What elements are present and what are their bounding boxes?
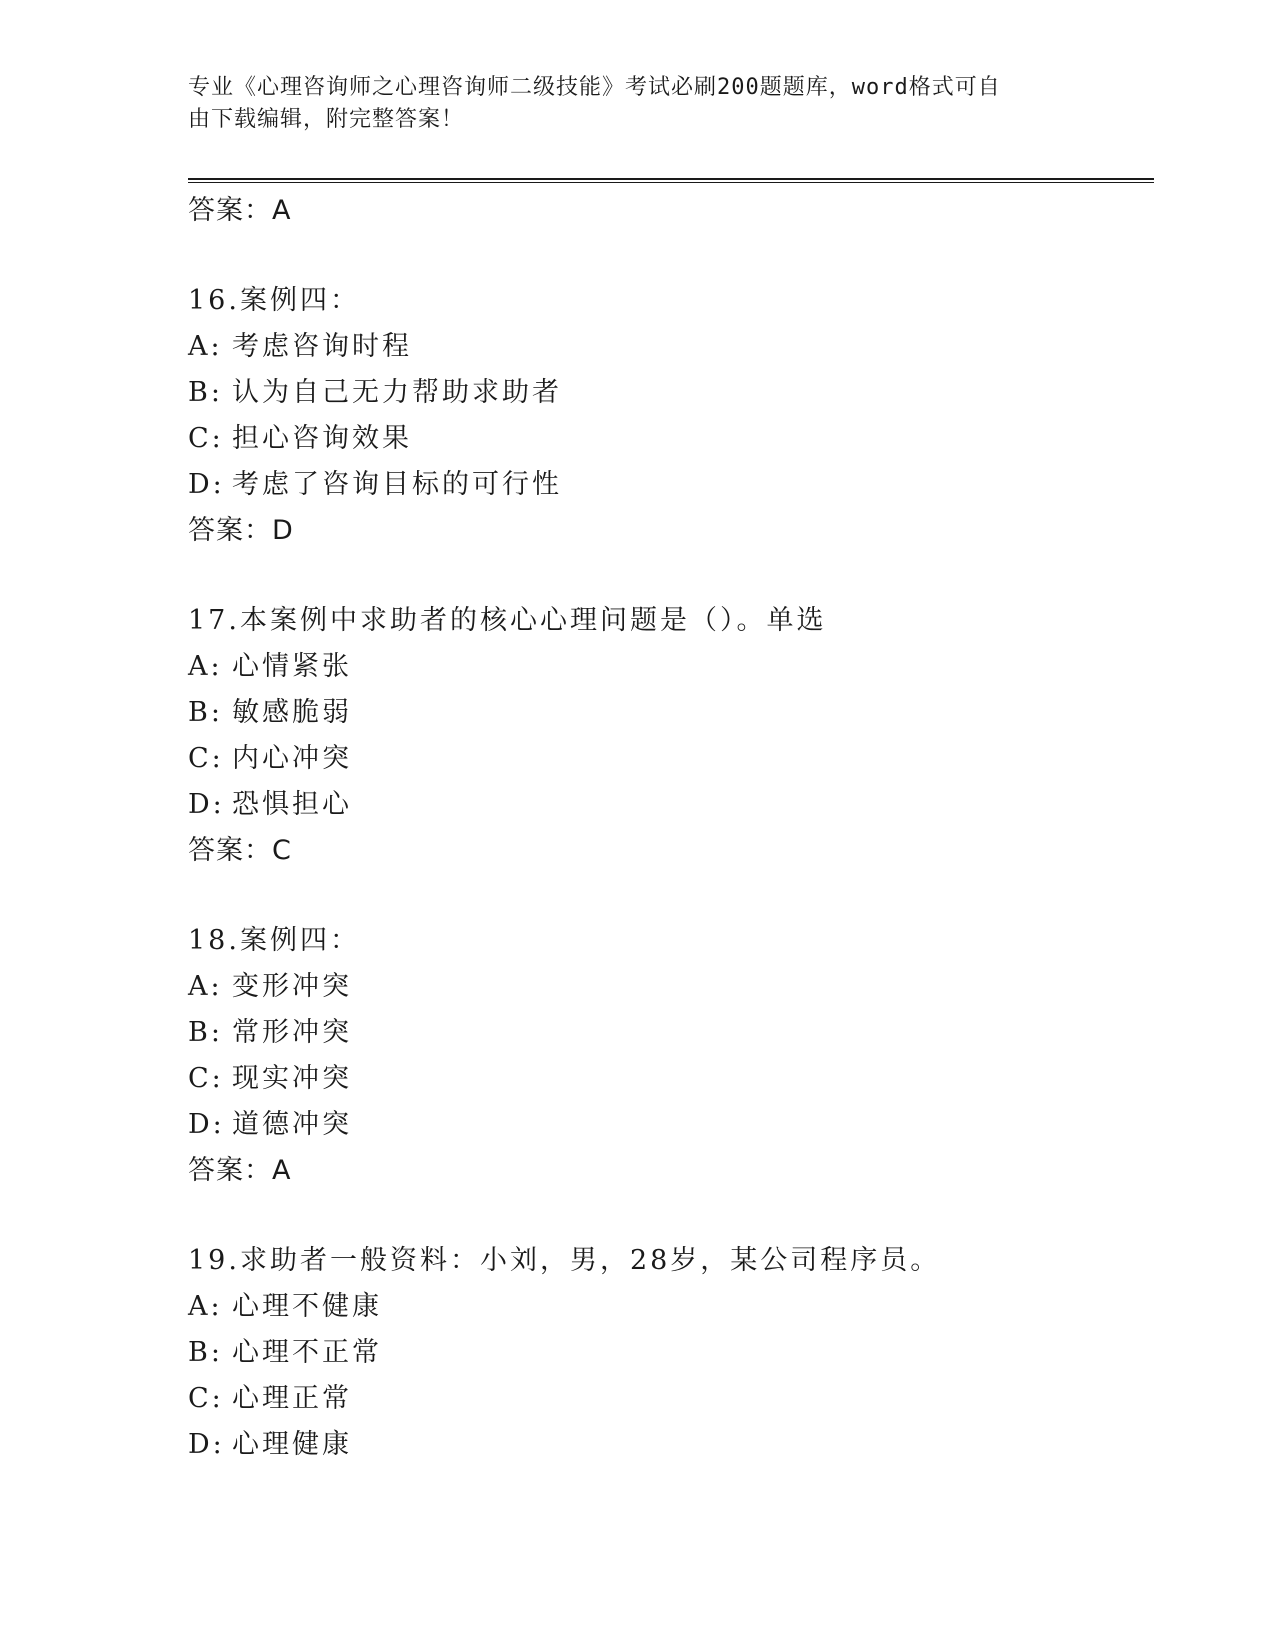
option-a bbox=[188, 1284, 1148, 1330]
option-letter: A: bbox=[188, 1291, 223, 1322]
header-line-2: 由下载编辑，附完整答案！ bbox=[188, 107, 465, 132]
option-b bbox=[188, 1010, 1148, 1056]
option-a bbox=[188, 324, 1148, 370]
option-a bbox=[188, 644, 1148, 690]
option-text: 现实冲突 bbox=[232, 1063, 352, 1094]
option-text: 认为自己无力帮助求助者 bbox=[232, 377, 562, 408]
option-text: 心理正常 bbox=[232, 1383, 352, 1414]
header-line-1: 专业《心理咨询师之心理咨询师二级技能》考试必刷200题题库，word格式可自 bbox=[188, 75, 1001, 100]
option-b bbox=[188, 690, 1148, 736]
option-text: 担心咨询效果 bbox=[232, 423, 412, 454]
option-letter: B: bbox=[188, 1017, 223, 1048]
question-stem: 16.案例四： bbox=[188, 285, 360, 316]
option-letter: C: bbox=[188, 743, 224, 774]
option-d bbox=[188, 1422, 1148, 1468]
option-c bbox=[188, 1376, 1148, 1422]
question-stem: 19.求助者一般资料：小刘，男，28岁，某公司程序员。 bbox=[188, 1245, 941, 1276]
question-stem: 17.本案例中求助者的核心心理问题是（）。单选 bbox=[188, 605, 827, 636]
option-letter: B: bbox=[188, 377, 223, 408]
question-18 bbox=[188, 918, 1148, 1194]
question-list bbox=[188, 188, 1148, 1512]
option-b bbox=[188, 370, 1148, 416]
option-letter: C: bbox=[188, 1383, 224, 1414]
question-stem: 18.案例四： bbox=[188, 925, 360, 956]
option-text: 道德冲突 bbox=[232, 1109, 352, 1140]
option-text: 考虑咨询时程 bbox=[232, 331, 412, 362]
option-c bbox=[188, 1056, 1148, 1102]
option-letter: B: bbox=[188, 697, 223, 728]
option-letter: B: bbox=[188, 1337, 223, 1368]
option-a bbox=[188, 964, 1148, 1010]
option-text: 变形冲突 bbox=[232, 971, 352, 1002]
option-text: 考虑了咨询目标的可行性 bbox=[232, 469, 562, 500]
answer-line: 答案：C bbox=[188, 835, 292, 866]
option-text: 内心冲突 bbox=[232, 743, 352, 774]
option-letter: D: bbox=[188, 1429, 225, 1460]
option-letter: A: bbox=[188, 331, 223, 362]
option-letter: D: bbox=[188, 1109, 225, 1140]
option-letter: A: bbox=[188, 651, 223, 682]
option-text: 心理不健康 bbox=[232, 1291, 382, 1322]
option-text: 常形冲突 bbox=[232, 1017, 352, 1048]
option-letter: D: bbox=[188, 789, 225, 820]
question-19 bbox=[188, 1238, 1148, 1468]
option-text: 恐惧担心 bbox=[232, 789, 352, 820]
option-letter: D: bbox=[188, 469, 225, 500]
answer-line: 答案：D bbox=[188, 515, 294, 546]
answer-line: 答案：A bbox=[188, 195, 292, 226]
option-d bbox=[188, 462, 1148, 508]
question-17 bbox=[188, 598, 1148, 874]
option-text: 心理健康 bbox=[232, 1429, 352, 1460]
header-divider bbox=[188, 178, 1154, 183]
option-d bbox=[188, 782, 1148, 828]
question-16 bbox=[188, 278, 1148, 554]
option-letter: A: bbox=[188, 971, 223, 1002]
answer-line: 答案：A bbox=[188, 1155, 292, 1186]
option-c bbox=[188, 736, 1148, 782]
option-c bbox=[188, 416, 1148, 462]
option-text: 敏感脆弱 bbox=[232, 697, 352, 728]
option-letter: C: bbox=[188, 1063, 224, 1094]
option-d bbox=[188, 1102, 1148, 1148]
option-b bbox=[188, 1330, 1148, 1376]
option-text: 心理不正常 bbox=[232, 1337, 382, 1368]
option-text: 心情紧张 bbox=[232, 651, 352, 682]
option-letter: C: bbox=[188, 423, 224, 454]
document-header bbox=[188, 72, 1068, 136]
